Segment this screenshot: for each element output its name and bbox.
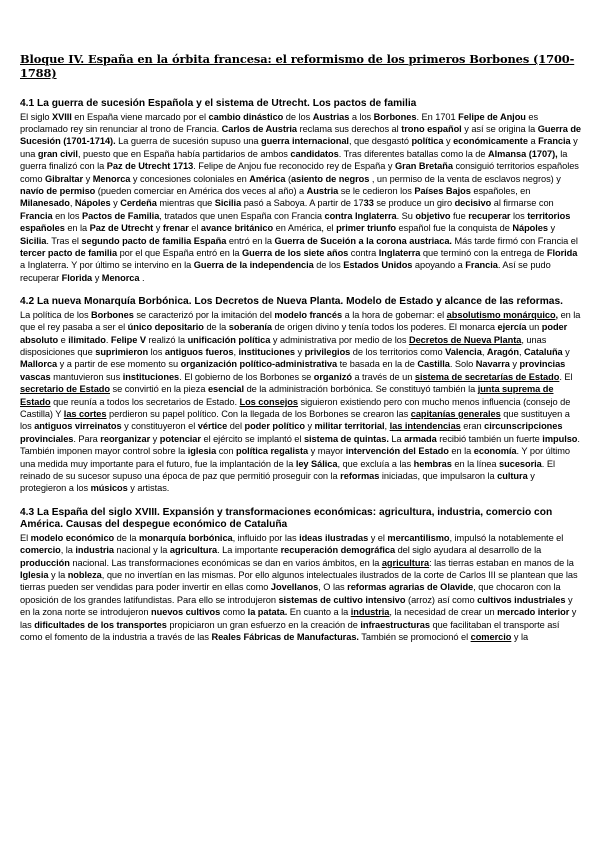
text-run: política — [411, 136, 444, 147]
text-run: y — [304, 421, 315, 432]
text-run: privilegios — [304, 346, 351, 357]
text-run: recuperación demográfica — [280, 545, 396, 556]
text-run: cultura — [497, 470, 528, 481]
text-run: se convirtió en la pieza — [110, 384, 208, 395]
text-run: antiguos fueros — [164, 346, 234, 357]
text-run: y el — [368, 532, 388, 543]
text-run: y protegieron a los — [20, 470, 535, 494]
text-run: , la necesidad de crear un — [389, 607, 498, 618]
text-run: y — [150, 433, 160, 444]
text-run: que facilitaban el transporte así como el fomento de la industria a través de las — [20, 619, 560, 643]
text-run: y — [443, 136, 454, 147]
text-run: . — [139, 272, 145, 283]
text-run: realizó la — [146, 334, 188, 345]
text-run: . Así se pudo recuperar — [20, 260, 551, 283]
text-run: Cataluña — [523, 346, 563, 357]
text-run: y en la zona norte se introdujeron — [20, 594, 573, 618]
text-run: del siglo ayudara al desarrollo de la — [395, 545, 542, 556]
text-run: sistemas de cultivo intensivo — [278, 594, 406, 605]
text-run: Felipe V — [110, 334, 146, 345]
text-run: Gibraltar — [44, 173, 84, 184]
text-run: Jovellanos — [270, 582, 319, 593]
text-run: las cortes — [63, 408, 107, 419]
text-run: nuevos cultivos — [151, 607, 221, 618]
text-run: . En 1701 — [416, 111, 459, 122]
text-run: y — [294, 346, 305, 357]
text-run: consiguió territorios españoles como — [20, 161, 579, 184]
text-run: junta suprema de Estado — [20, 384, 554, 407]
text-run: comercio — [470, 632, 512, 643]
text-run: de los — [283, 111, 313, 122]
text-run: en la — [64, 223, 90, 234]
text-run: los — [510, 210, 528, 221]
text-run: y — [153, 223, 163, 234]
text-run: comercio — [20, 545, 61, 556]
text-run: nobleza — [67, 570, 102, 580]
text-run: la guerra finalizó con la — [20, 148, 568, 172]
text-run: . Tras diferentes batallas como la de — [338, 148, 489, 159]
text-run: , puesto que en España había partidarios de ambos — [77, 148, 291, 159]
text-run: organizó — [313, 371, 352, 382]
text-run: . — [105, 334, 111, 345]
text-run: agricultura — [381, 557, 430, 568]
text-run: El — [20, 532, 31, 543]
text-run: secretario de Estado — [20, 384, 110, 395]
text-run: trono español — [401, 123, 462, 134]
text-run: (arroz) así como — [405, 594, 478, 605]
text-run: que reunía a todos los secretarios de Estado. — [50, 396, 240, 407]
text-run: ley Sálica — [295, 458, 338, 469]
text-run: y artistas. — [127, 483, 170, 494]
text-run: industria — [350, 607, 390, 618]
text-run: , influido por las — [232, 532, 300, 543]
document-page — [20, 52, 582, 655]
text-run: avance británico — [200, 223, 274, 234]
text-run: y así se origina la — [461, 123, 538, 134]
text-run: reorganizar — [100, 433, 151, 444]
text-run: un — [526, 322, 542, 333]
text-run: vértice — [197, 421, 228, 432]
text-run: Almansa (1707), — [488, 148, 558, 159]
text-run: Francia — [538, 136, 571, 147]
text-run: se caracterizó por la imitación del — [133, 309, 275, 320]
text-run: América — [249, 173, 286, 184]
text-run: política regalista — [235, 446, 309, 457]
text-run: fue — [450, 210, 469, 221]
text-run: Más tarde firmó con Francia el — [451, 235, 578, 246]
text-run: en la que el rey pasaba a ser el — [20, 309, 581, 333]
text-run: Milanesado — [20, 198, 70, 209]
text-run: Navarra — [475, 359, 510, 370]
text-run: instituciones — [122, 371, 180, 382]
text-run: y las — [20, 607, 577, 630]
text-run: Gran Bretaña — [394, 161, 453, 172]
text-run: y — [562, 346, 570, 357]
text-run: en la — [448, 446, 474, 457]
text-run: y administrativa por medio de los — [270, 334, 409, 345]
text-run: Pactos de Familia — [82, 210, 160, 221]
text-run: iglesia — [187, 446, 217, 457]
text-run: Borbones — [91, 309, 134, 320]
text-run: reformas agrarias de Olavide — [347, 582, 474, 593]
text-run: y a partir de ese momento su — [57, 359, 181, 370]
text-run: , — [384, 421, 390, 432]
section-heading-4-1: 4.1 La guerra de sucesión Española y el sistema de Utrecht. Los pactos de familia — [20, 98, 417, 109]
text-run: entró en la — [226, 235, 275, 246]
text-run: , que chocaron con la oposición de los grandes latifundistas. Para ello se introdujeron — [20, 582, 561, 605]
text-run: soberanía — [228, 322, 273, 333]
text-run: Guerra de Sucesión (1701-1714). — [20, 123, 582, 147]
text-run: , — [69, 198, 75, 209]
text-run: españoles, en — [470, 185, 531, 196]
text-run: Países Bajos — [414, 185, 471, 196]
text-run: Decretos de Nueva Planta — [408, 334, 522, 345]
text-run: Valencia — [445, 346, 482, 357]
text-run: e — [58, 334, 69, 345]
text-run: circunscripciones provinciales — [20, 421, 563, 444]
text-run: contra — [348, 247, 379, 258]
text-run: único depositario — [127, 322, 204, 333]
text-run: ejercía — [497, 322, 527, 333]
text-run: , — [481, 346, 487, 357]
text-run: y — [547, 223, 556, 234]
text-run: Francia — [20, 210, 53, 221]
text-run: del — [227, 421, 245, 432]
text-run: de los — [313, 260, 344, 271]
text-run: También se promocionó el — [358, 632, 471, 643]
text-run: gran civil — [37, 148, 78, 159]
text-run: territorios españoles — [20, 210, 571, 234]
text-run: mercantilismo — [387, 532, 450, 543]
text-run: eran — [460, 421, 485, 432]
text-run: cambio dinástico — [208, 111, 284, 122]
text-run: las intendencias — [389, 421, 461, 432]
text-run: candidatos — [290, 148, 339, 159]
text-run: ideas ilustradas — [299, 532, 369, 543]
text-run: , impulsó la notablemente el — [449, 532, 564, 543]
text-run: reformas — [340, 470, 380, 481]
text-run: infraestructuras — [360, 619, 430, 630]
text-run: Estados Unidos — [343, 260, 413, 271]
text-run: organización político-administrativa — [180, 359, 338, 370]
text-run: y concesiones coloniales en — [130, 173, 250, 184]
text-run: . Tras el — [46, 235, 82, 246]
text-run: es proclamado rey sin renunciar al trono de Francia. — [20, 111, 539, 134]
text-run: mientras que — [156, 198, 215, 209]
text-run: mantuvieron sus — [50, 371, 123, 382]
text-run: . Su — [396, 210, 416, 221]
text-run: Menorca — [101, 272, 140, 283]
text-run: que sustituyen a los — [20, 408, 570, 432]
text-run: La política de los — [20, 309, 92, 320]
text-run: Sicilia — [214, 198, 242, 209]
text-run: La guerra de sucesión supuso una — [115, 136, 261, 147]
text-run: sucesoria — [499, 458, 542, 469]
text-run: Florida — [61, 272, 93, 283]
text-run: . El — [559, 371, 573, 382]
text-run: potenciar — [159, 433, 201, 444]
text-run: suprimieron — [95, 346, 149, 357]
text-run: Los consejos — [239, 396, 298, 407]
text-run: modelo francés — [274, 309, 343, 320]
text-run: pasó a Saboya. A partir de 17 — [241, 198, 364, 209]
text-run: al firmarse con — [491, 198, 554, 209]
text-run: , — [518, 346, 524, 357]
text-run: a la hora de gobernar: el — [342, 309, 447, 320]
text-run: se produce un giro — [373, 198, 455, 209]
text-run: la patata. — [247, 607, 288, 618]
text-run: La — [388, 433, 405, 444]
text-run: apoyando a — [412, 260, 466, 271]
text-run: poder político — [244, 421, 305, 432]
text-run: decisivo — [454, 198, 492, 209]
text-run: en la línea — [451, 458, 500, 469]
text-run: por el que España entró en la — [117, 247, 243, 258]
text-run: primer triunfo — [336, 223, 397, 234]
text-run: nacional. Las transformaciones económicas se dan en varios ámbitos, en la — [69, 557, 382, 568]
text-run: Nápoles — [74, 198, 111, 209]
text-run: iniciadas, que impulsaron la — [379, 470, 498, 481]
text-run: , — [233, 346, 239, 357]
text-run: frenar — [162, 223, 189, 234]
text-run: . Para — [73, 433, 101, 444]
text-run: recibió también un fuerte — [436, 433, 543, 444]
text-run: 33 — [363, 198, 374, 209]
text-run: Paz de Utrecht — [89, 223, 154, 234]
text-run: Guerra de la independencia — [193, 260, 314, 271]
text-run: y — [509, 359, 520, 370]
text-run: en España viene marcado por el — [71, 111, 209, 122]
text-run: , O las — [318, 582, 348, 593]
text-run: Inglaterra — [378, 247, 421, 258]
text-run: reclama sus derechos al — [297, 123, 402, 134]
text-run: Florida — [546, 247, 578, 258]
text-run: Austrias — [312, 111, 350, 122]
text-run: . El reinado de su sucesor supuso una época de paz que permitió proseguir con la — [20, 458, 555, 481]
text-run: armada — [404, 433, 437, 444]
text-run: de la — [114, 532, 140, 543]
text-run: Austria — [306, 185, 339, 196]
text-run: el — [188, 223, 201, 234]
text-run: , un permiso de la venta de esclavos negros) y — [369, 173, 561, 184]
text-run: mercado interior — [497, 607, 570, 618]
text-run: recuperar — [468, 210, 511, 221]
text-run: Mallorca — [20, 359, 58, 370]
text-run: y mayor — [308, 446, 346, 457]
text-run: Sicilia — [20, 235, 47, 246]
text-run: se le cedieron los — [338, 185, 415, 196]
text-run: provincias vascas — [20, 359, 566, 382]
text-run: Menorca — [92, 173, 131, 184]
text-run: a los — [349, 111, 374, 122]
text-run: esencial — [207, 384, 245, 395]
text-run: absolutismo monárquico, — [446, 309, 559, 320]
text-run: en los — [52, 210, 82, 221]
text-run: sistema de secretarías de Estado — [414, 371, 560, 382]
text-run: económicamente — [453, 136, 528, 147]
text-run: a través de un — [351, 371, 415, 382]
text-run: Carlos de Austria — [221, 123, 298, 134]
text-run: de la — [203, 322, 229, 333]
text-run: como — [220, 607, 248, 618]
text-run: , que no invertían en las mismas. Por ello algunos intelectuales ilustrados de la corte de Carlos III se plantean que las tierras pueden ser vendidas para poder invertir en ellas como — [20, 570, 578, 593]
text-run: militar territorial — [314, 421, 385, 432]
text-run: El siglo — [20, 111, 52, 122]
text-run: . Y por último una medida muy importante para el futuro, fue la implantación de la — [20, 446, 570, 469]
text-run: cultivos industriales — [477, 594, 566, 605]
section-body-4-3 — [20, 532, 582, 644]
text-run: de los territorios como — [350, 346, 446, 357]
text-run: , que desgastó — [348, 136, 412, 147]
text-run: con — [216, 446, 236, 457]
text-run: de la administración borbónica. Se constituyó también la — [244, 384, 478, 395]
text-run: : las tierras estaban en manos de la — [429, 557, 574, 568]
text-run: que terminó con la entrega de — [420, 247, 547, 258]
text-run: Felipe de Anjou — [458, 111, 526, 122]
text-run: Iglesia — [20, 570, 49, 580]
text-run: y la — [48, 570, 68, 580]
text-run: Nápoles — [512, 223, 548, 234]
text-run: dificultades de los transportes — [34, 619, 167, 630]
text-run: . Felipe de Anjou fue reconocido rey de España y — [193, 161, 395, 172]
text-run: economía — [473, 446, 517, 457]
text-run: tercer pacto de familia — [20, 247, 118, 258]
text-run: modelo económico — [30, 532, 115, 543]
text-run: Guerra de los siete años — [242, 247, 349, 258]
section-heading-4-3: 4.3 La España del siglo XVIII. Expansión y transformaciones económicas: agricultura, industria, comercio con América. Causas del despegue económico de Cataluña — [20, 506, 553, 531]
text-run: nacional y la — [114, 545, 170, 556]
text-run: los — [148, 346, 165, 357]
text-run: segundo pacto de familia España — [81, 235, 227, 246]
text-run: y constituyeron el — [121, 421, 198, 432]
text-run: a — [527, 136, 539, 147]
text-run: . Solo — [449, 359, 476, 370]
text-run: y — [83, 173, 93, 184]
text-run: te basada en la de — [337, 359, 418, 370]
section-heading-4-2: 4.2 La nueva Monarquía Borbónica. Los Decretos de Nueva Planta. Modelo de Estado y alcance de las reformas. — [20, 296, 563, 308]
text-run: Guerra de Suceión a la corona austriaca. — [274, 235, 452, 246]
text-run: unificación política — [187, 334, 271, 345]
text-run: intervención del Estado — [345, 446, 449, 457]
text-run: español fue la conquista de — [396, 223, 513, 234]
text-run: perdieron su papel político. Con la llegada de los Borbones se crearon las — [106, 408, 411, 419]
text-run: antiguos virreinatos — [34, 421, 122, 432]
text-run: Paz de Utrecht 1713 — [106, 161, 194, 172]
text-run: ilimitado — [68, 334, 106, 345]
text-run: Borbones — [373, 111, 417, 122]
text-run: de origen divino y tenía todos los poderes. El monarca — [272, 322, 498, 333]
text-run: producción — [20, 557, 70, 568]
text-run: , unas disposiciones que — [20, 334, 547, 357]
text-run: y — [92, 272, 102, 283]
text-run: siguieron existiendo pero con mucho menos influencia (consejo de Castilla) Y — [20, 396, 571, 419]
text-run: Reales Fábricas de Manufacturas. — [211, 632, 359, 643]
text-run: XVIII — [51, 111, 72, 122]
text-run: Cerdeña — [120, 198, 157, 209]
text-run: instituciones — [238, 346, 295, 357]
text-run: objetivo — [415, 210, 451, 221]
text-run: . También imponen mayor control sobre la — [20, 433, 580, 457]
text-run: guerra internacional — [261, 136, 349, 147]
text-run: navío de permiso — [20, 185, 96, 196]
document-title: Bloque IV. España en la órbita francesa: el reformismo de los primeros Borbones (1700-1788) — [20, 52, 575, 80]
text-run: propiciaron un gran esfuerzo en la creación de — [166, 619, 361, 630]
text-run: contra Inglaterra — [324, 210, 397, 221]
text-run: Castilla — [417, 359, 450, 370]
text-run: ( — [285, 173, 291, 184]
text-run: En cuanto a la — [287, 607, 351, 618]
text-run: músicos — [90, 483, 128, 494]
text-run: y la — [511, 632, 529, 643]
text-run: a Inglaterra. Y por último se intervino en la — [20, 260, 194, 271]
text-run: . El gobierno de los Borbones se — [179, 371, 314, 382]
text-run: industria — [75, 545, 115, 556]
text-run: y una — [20, 136, 578, 159]
text-run: Francia — [465, 260, 498, 271]
text-run: Aragón — [486, 346, 519, 357]
text-run: , la — [60, 545, 76, 556]
text-run: (pueden comerciar en América dos veces al año) a — [95, 185, 307, 196]
text-run: asiento de negros — [291, 173, 370, 184]
text-run: sistema de quintas. — [303, 433, 389, 444]
text-run: impulso — [542, 433, 578, 444]
text-run: . La importante — [217, 545, 281, 556]
text-run: , tratados que unen España con Francia — [159, 210, 325, 221]
text-run: poder absoluto — [20, 322, 568, 345]
text-run: el ejército se implantó el — [200, 433, 304, 444]
text-run: agricultura — [169, 545, 218, 556]
section-body-4-2 — [20, 309, 582, 495]
text-run: hembras — [413, 458, 452, 469]
text-run: monarquía borbónica — [139, 532, 233, 543]
text-run: capitanías generales — [410, 408, 501, 419]
text-run: en América, el — [273, 223, 337, 234]
text-run: , que excluía a las — [337, 458, 414, 469]
section-body-4-1 — [20, 111, 582, 285]
text-run: y — [110, 198, 121, 209]
